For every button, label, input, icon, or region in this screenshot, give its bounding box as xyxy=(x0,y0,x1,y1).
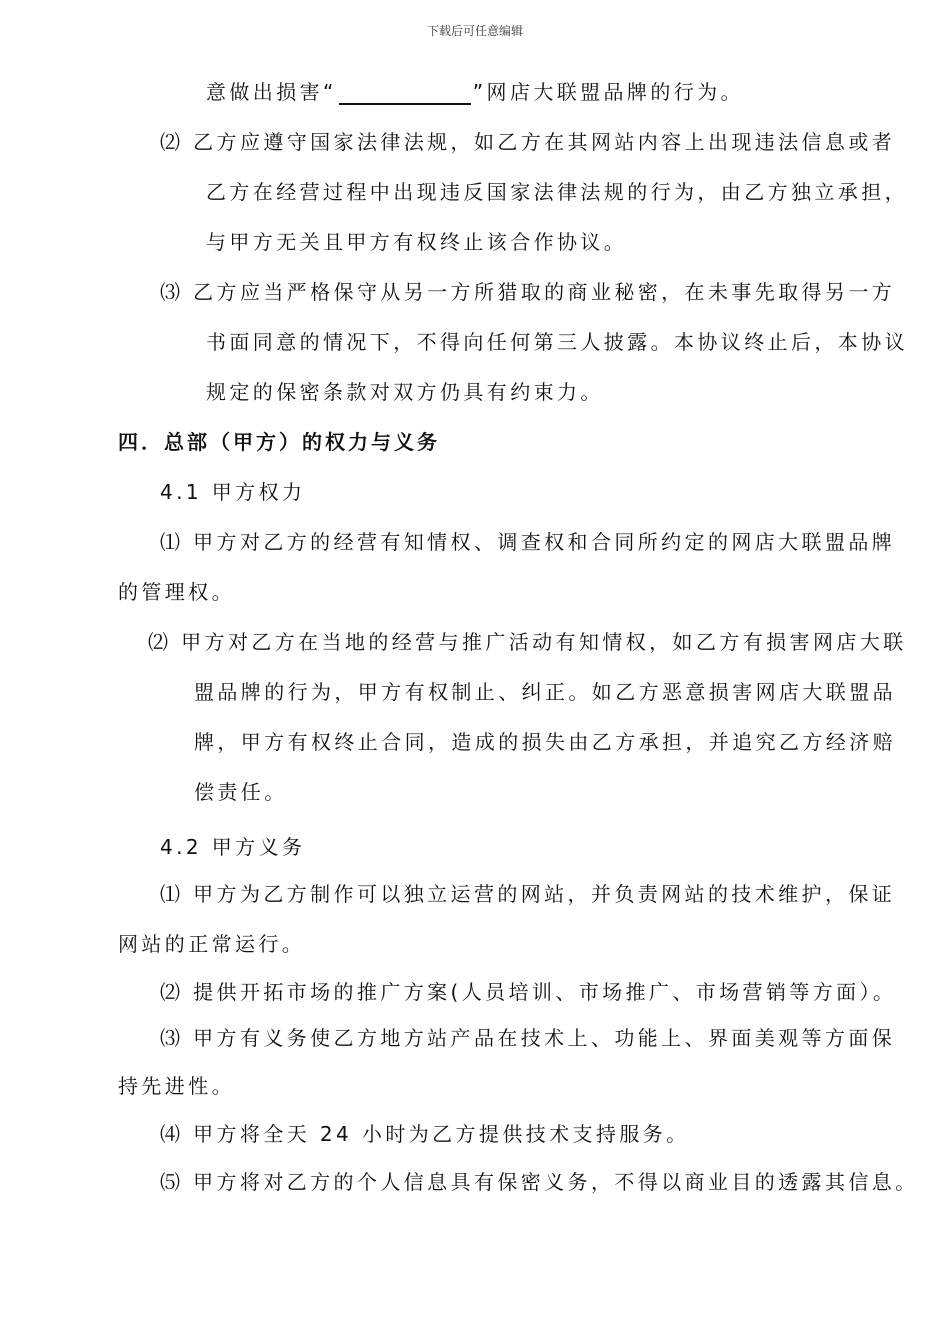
paragraph-line: 乙方在经营过程中出现违反国家法律法规的行为，由乙方独立承担， xyxy=(206,180,908,204)
paragraph-line: ⑴ 甲方为乙方制作可以独立运营的网站，并负责网站的技术维护，保证 xyxy=(160,882,896,906)
text-segment: ”网店大联盟品牌的行为。 xyxy=(472,80,744,104)
paragraph-line: 网站的正常运行。 xyxy=(118,932,306,956)
paragraph-line: ⑴ 甲方对乙方的经营有知情权、调查权和合同所约定的网店大联盟品牌 xyxy=(160,530,896,554)
paragraph-line: 盟品牌的行为，甲方有权制止、纠正。如乙方恶意损害网店大联盟品 xyxy=(194,680,896,704)
fill-in-blank xyxy=(339,81,471,105)
paragraph-line: 持先进性。 xyxy=(118,1074,235,1098)
page-header: 下载后可任意编辑 xyxy=(426,24,523,38)
paragraph-line: ⑷ 甲方将全天 24 小时为乙方提供技术支持服务。 xyxy=(160,1122,690,1146)
paragraph-line: 规定的保密条款对双方仍具有约束力。 xyxy=(206,380,604,404)
paragraph-line: ⑶ 乙方应当严格保守从另一方所猎取的商业秘密，在未事先取得另一方 xyxy=(160,280,896,304)
paragraph-line: ⑵ 乙方应遵守国家法律法规，如乙方在其网站内容上出现违法信息或者 xyxy=(160,130,896,154)
paragraph-line: 与甲方无关且甲方有权终止该合作协议。 xyxy=(206,230,628,254)
section-heading: 四．总部（甲方）的权力与义务 xyxy=(118,430,440,454)
subsection-heading: 4.1 甲方权力 xyxy=(160,480,306,504)
paragraph-line xyxy=(206,79,744,105)
paragraph-line: 的管理权。 xyxy=(118,580,235,604)
paragraph-line: ⑶ 甲方有义务使乙方地方站产品在技术上、功能上、界面美观等方面保 xyxy=(160,1026,896,1050)
paragraph-line: ⑵ 甲方对乙方在当地的经营与推广活动有知情权，如乙方有损害网店大联 xyxy=(148,630,907,654)
text-segment: 意做出损害“ xyxy=(206,80,337,104)
paragraph-line: ⑵ 提供开拓市场的推广方案(人员培训、市场推广、市场营销等方面）。 xyxy=(160,980,897,1004)
paragraph-line: ⑸ 甲方将对乙方的个人信息具有保密义务，不得以商业目的透露其信息。 xyxy=(160,1170,919,1194)
subsection-heading: 4.2 甲方义务 xyxy=(160,835,306,859)
paragraph-line: 偿责任。 xyxy=(194,780,288,804)
paragraph-line: 书面同意的情况下，不得向任何第三人披露。本协议终止后，本协议 xyxy=(206,330,908,354)
paragraph-line: 牌，甲方有权终止合同，造成的损失由乙方承担，并追究乙方经济赔 xyxy=(194,730,896,754)
